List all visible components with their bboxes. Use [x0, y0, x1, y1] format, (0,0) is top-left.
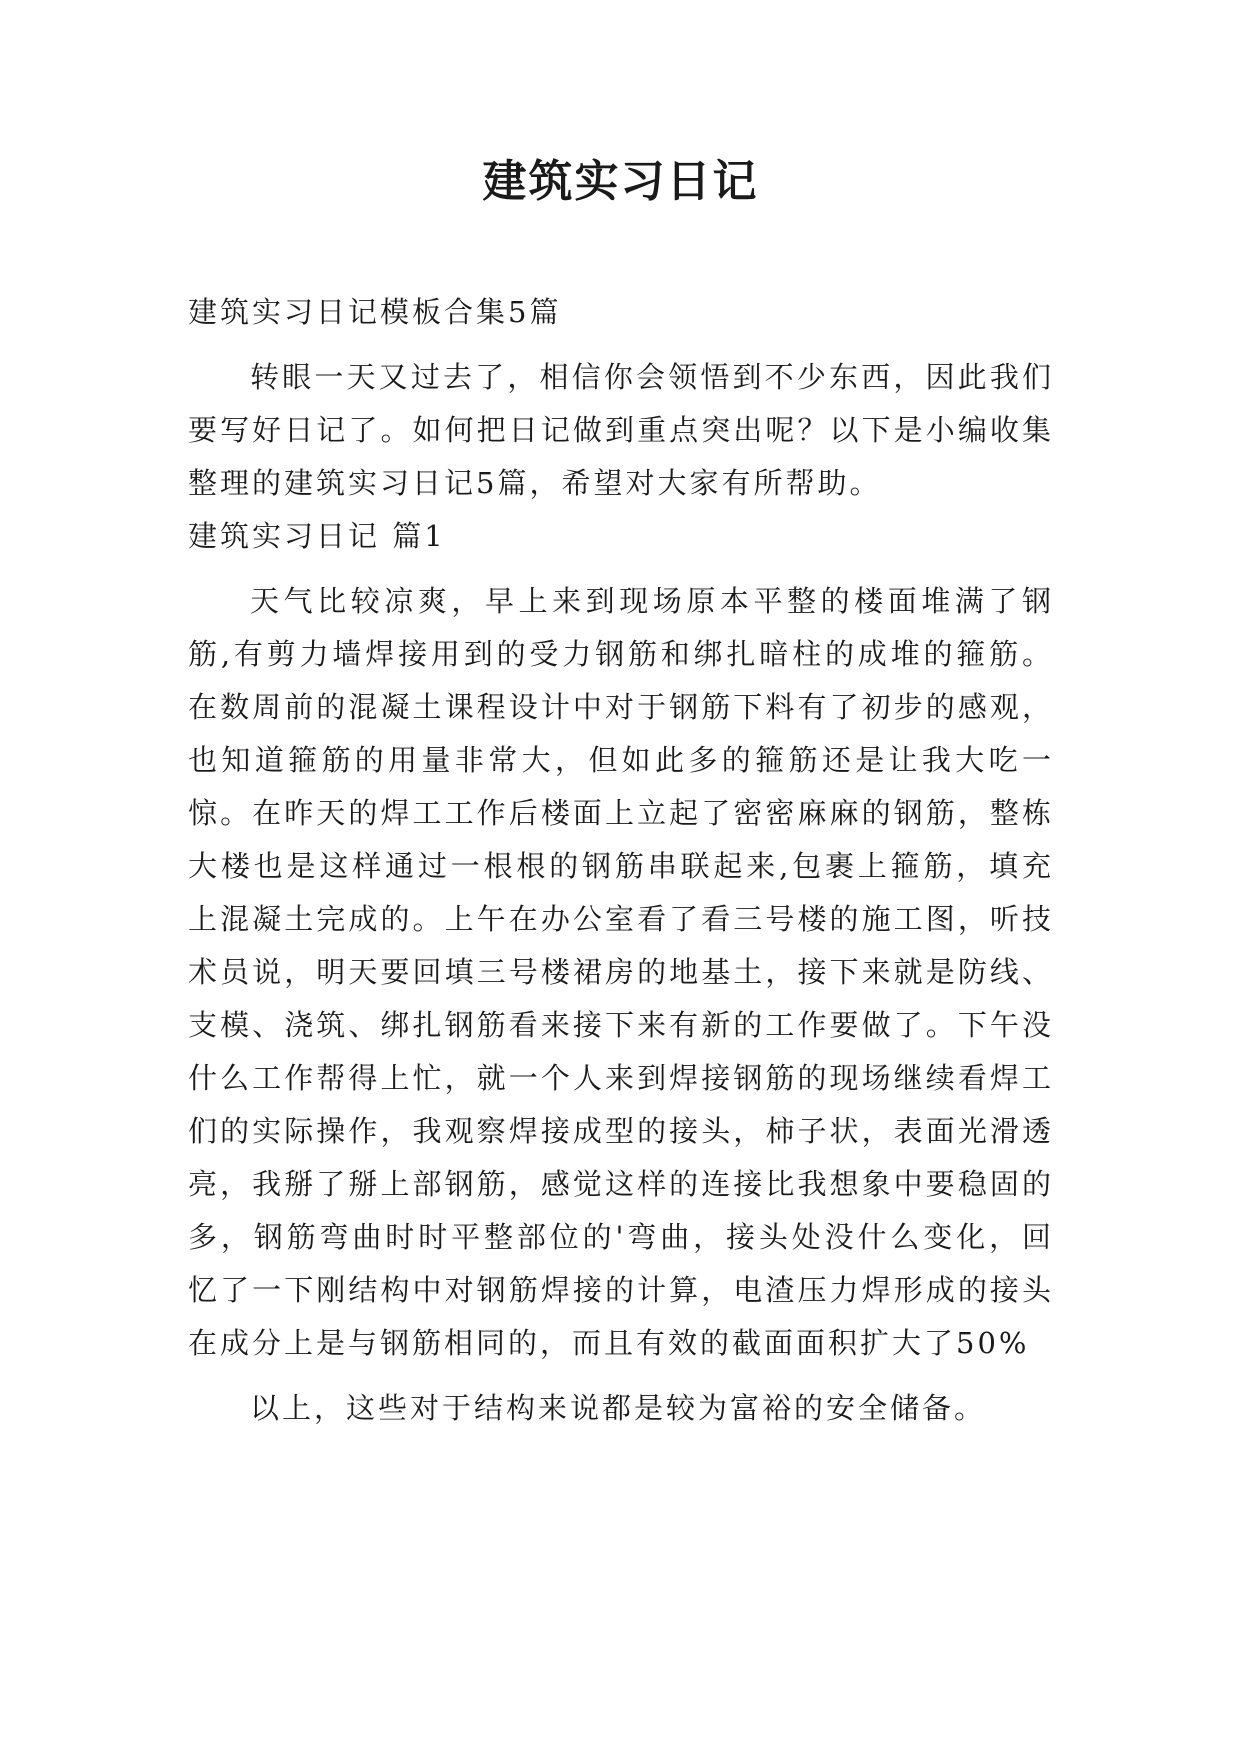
body-paragraph-1: 天气比较凉爽，早上来到现场原本平整的楼面堆满了钢筋,有剪力墙焊接用到的受力钢筋和绑扎暗柱的成堆的箍筋。在数周前的混凝土课程设计中对于钢筋下料有了初步的感观，也知道箍筋的用量非常大，但如此多的箍筋还是让我大吃一惊。在昨天的焊工工作后楼面上立起了密密麻麻的钢筋，整栋大楼也是这样通过一根根的钢筋串联起来,包裹上箍筋，填充上混凝土完成的。上午在办公室看了看三号楼的施工图，听技术员说，明天要回填三号楼裙房的地基土，接下来就是防线、支模、浇筑、绑扎钢筋看来接下来有新的工作要做了。下午没什么工作帮得上忙，就一个人来到焊接钢筋的现场继续看焊工们的实际操作，我观察焊接成型的接头，柿子状，表面光滑透亮，我掰了掰上部钢筋，感觉这样的连接比我想象中要稳固的多，钢筋弯曲时时平整部位的'弯曲，接头处没什么变化，回忆了一下刚结构中对钢筋焊接的计算，电渣压力焊形成的接头在成分上是与钢筋相同的，而且有效的截面面积扩大了50% — [188, 584, 1054, 1360]
document-title: 建筑实习日记 — [482, 156, 759, 207]
body-paragraph-2: 以上，这些对于结构来说都是较为富裕的安全储备。 — [250, 1391, 987, 1425]
section-heading: 建筑实习日记 篇1 — [188, 519, 446, 553]
document-subtitle: 建筑实习日记模板合集5篇 — [188, 295, 562, 329]
document-body — [188, 286, 1054, 1435]
intro-paragraph: 转眼一天又过去了，相信你会领悟到不少东西，因此我们要写好日记了。如何把日记做到重点突出呢？以下是小编收集整理的建筑实习日记5篇，希望对大家有所帮助。 — [188, 360, 1054, 500]
